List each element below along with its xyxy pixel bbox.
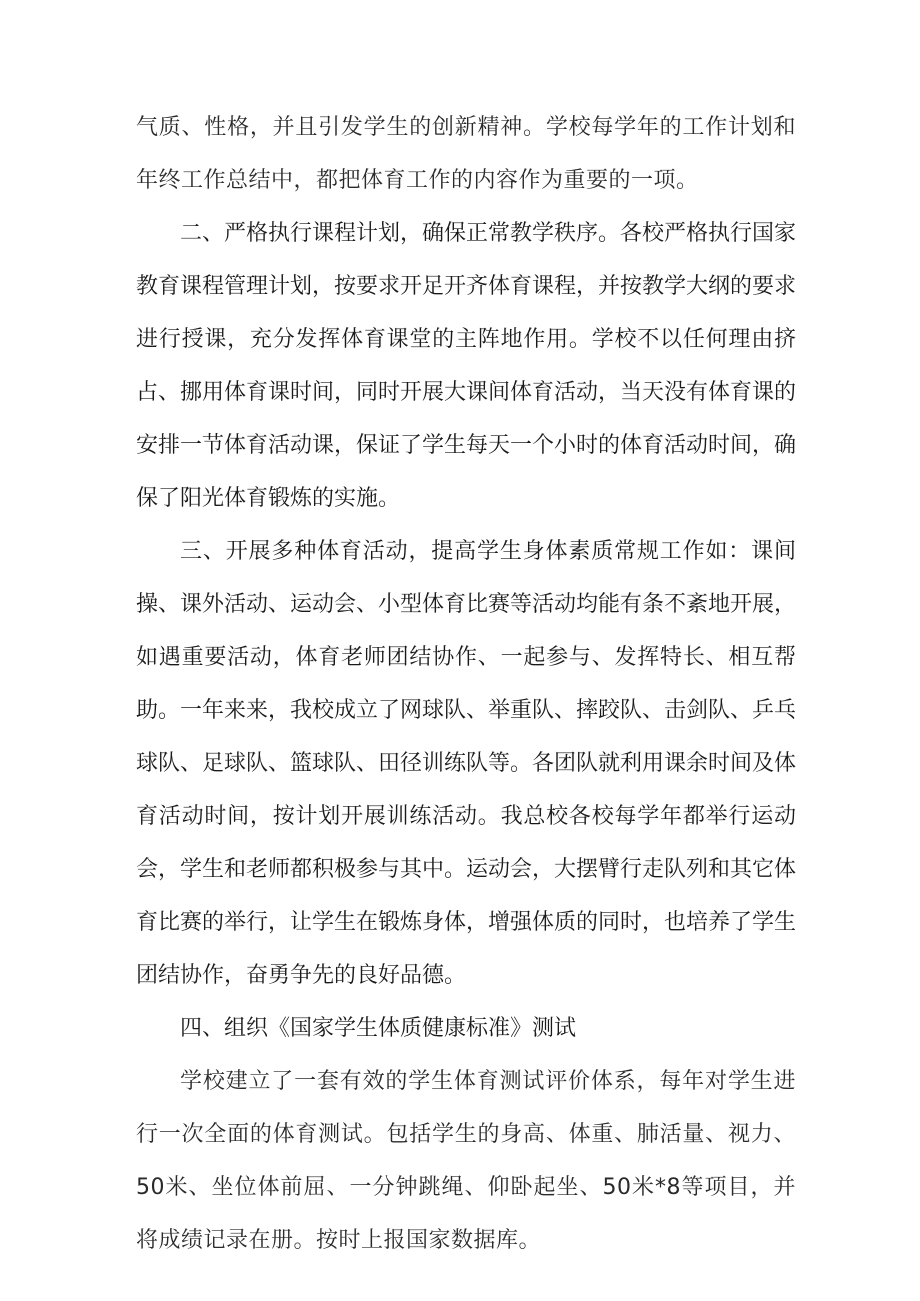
paragraph-section-three: 三、开展多种体育活动，提高学生身体素质常规工作如：课间操、课外活动、运动会、小型体育比赛等活动均能有条不紊地开展，如遇重要活动，体育老师团结协作、一起参与、发挥特长、相互帮助。一年来来，我校成立了网球队、举重队、摔跤队、击剑队、乒乓球队、足球队、篮球队、田径训练队等。各团队就利用课余时间及体育活动时间，按计划开展训练活动。我总校各校每学年都举行运动会，学生和老师都积极参与其中。运动会，大摆臂行走队列和其它体育比赛的举行，让学生在锻炼身体，增强体质的同时，也培养了学生团结协作，奋勇争先的良好品德。 [136,539,797,988]
paragraph-section-two: 二、严格执行课程计划，确保正常教学秩序。各校严格执行国家教育课程管理计划，按要求开足开齐体育课程，并按教学大纲的要求进行授课，充分发挥体育课堂的主阵地作用。学校不以任何理由挤占、挪用体育课时间，同时开展大课间体育活动，当天没有体育课的安排一节体育活动课，保证了学生每天一个小时的体育活动时间，确保了阳光体育锻炼的实施。 [136,221,797,511]
paragraph-section-four: 学校建立了一套有效的学生体育测试评价体系，每年对学生进行一次全面的体育测试。包括学生的身高、体重、肺活量、视力、50米、坐位体前屈、一分钟跳绳、仰卧起坐、50米*8等项目，并将成绩记录在册。按时上报国家数据库。 [136,1069,796,1253]
document-body [136,101,796,1267]
section-four-heading: 四、组织《国家学生体质健康标准》测试 [180,1016,577,1041]
paragraph-continuation: 气质、性格，并且引发学生的创新精神。学校每学年的工作计划和年终工作总结中，都把体育工作的内容作为重要的一项。 [136,115,796,193]
